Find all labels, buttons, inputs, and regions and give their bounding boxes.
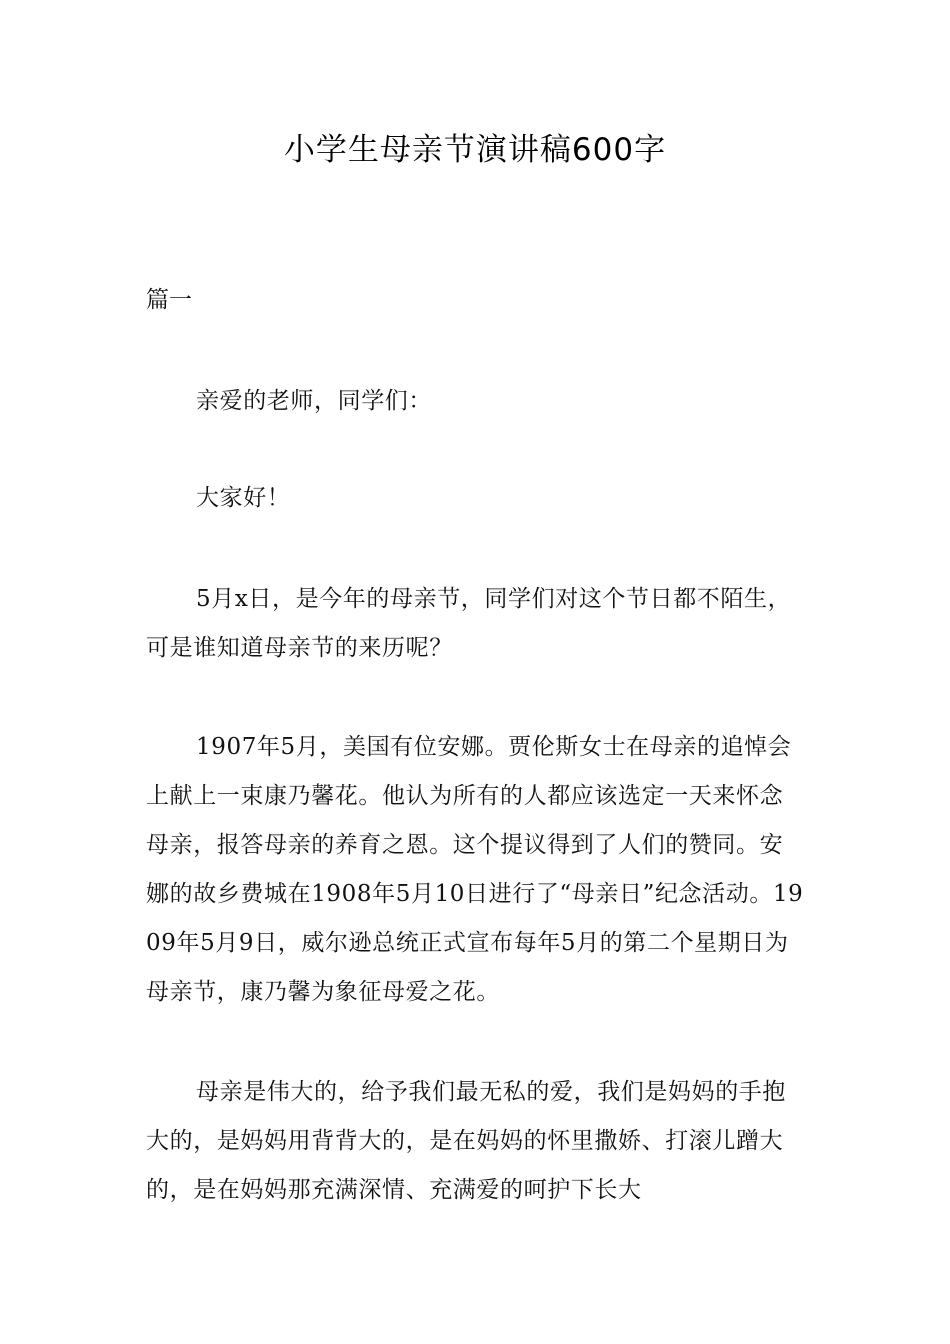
page-title: 小学生母亲节演讲稿600字 <box>283 132 667 168</box>
paragraph-hello: 大家好！ <box>196 485 291 511</box>
paragraph-history: 1907年5月，美国有位安娜。贾伦斯女士在母亲的追悼会上献上一束康乃馨花。他认为所有的人都应该选定一天来怀念母亲，报答母亲的养育之恩。这个提议得到了人们的赞同。安娜的故乡费城在1908年5月10日进行了“母亲日”纪念活动。1909年5月9日，威尔逊总统正式宣布每年5月的第二个星期日为母亲节，康乃馨为象征母爱之花。 <box>146 734 804 1005</box>
section-label: 篇一 <box>146 287 192 313</box>
paragraph-mother: 母亲是伟大的，给予我们最无私的爱，我们是妈妈的手抱大的，是妈妈用背背大的，是在妈妈的怀里撒娇、打滚儿蹭大的，是在妈妈那充满深情、充满爱的呵护下长大 <box>146 1079 786 1203</box>
paragraph-greeting: 亲爱的老师，同学们： <box>196 388 432 414</box>
paragraph-intro: 5月x日，是今年的母亲节，同学们对这个节日都不陌生，可是谁知道母亲节的来历呢？ <box>146 586 792 661</box>
